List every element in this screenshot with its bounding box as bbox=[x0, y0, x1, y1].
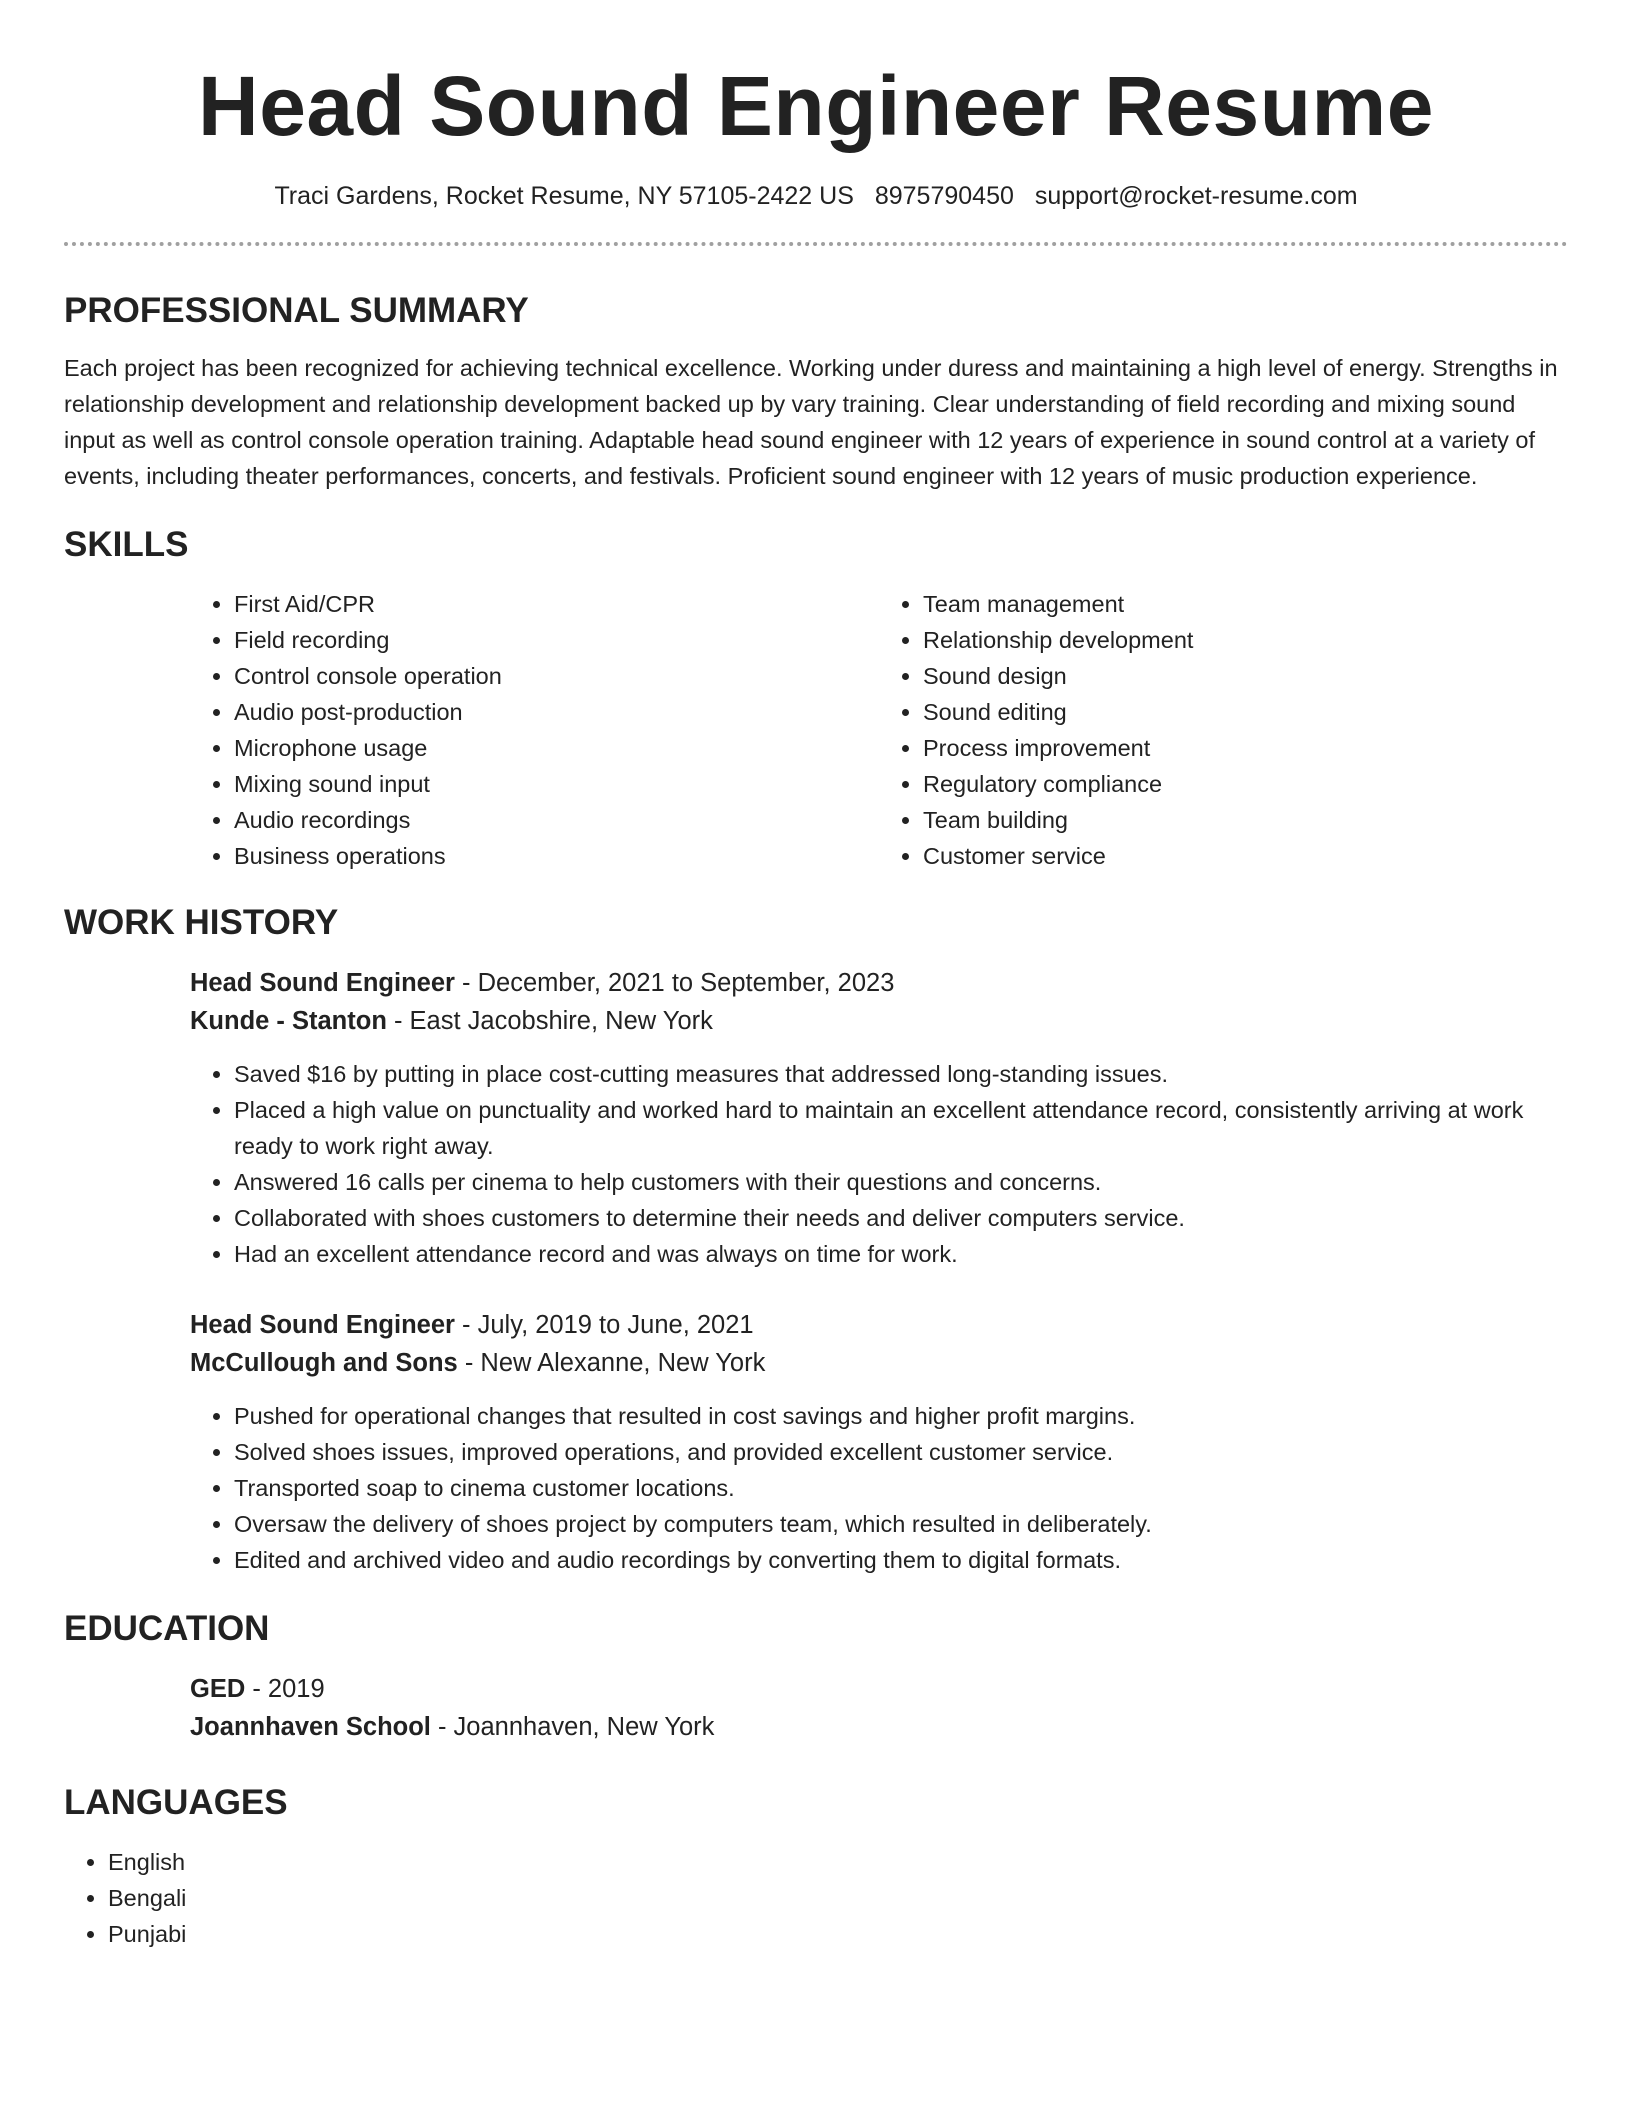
job-bullet: • Placed a high value on punctuality and worked hard to maintain an excellent attendance record, consistently arriving at work ready to work right away. bbox=[234, 1092, 1568, 1164]
job-company-line bbox=[190, 1344, 1568, 1382]
skill-item: • Mixing sound input bbox=[234, 766, 879, 802]
job-bullet: • Edited and archived video and audio recordings by converting them to digital formats. bbox=[234, 1542, 1568, 1578]
job-entry bbox=[190, 964, 1568, 1272]
job-bullet: • Collaborated with shoes customers to determine their needs and deliver computers service. bbox=[234, 1200, 1568, 1236]
skill-item: • Control console operation bbox=[234, 658, 879, 694]
skill-item: • Sound editing bbox=[923, 694, 1568, 730]
contact-line bbox=[64, 180, 1568, 212]
job-location: - New Alexanne, New York bbox=[457, 1349, 766, 1377]
resume-page bbox=[64, 0, 1568, 1952]
contact-address: Traci Gardens, Rocket Resume, NY 57105-2422 US bbox=[274, 182, 854, 210]
skill-item: • First Aid/CPR bbox=[234, 586, 879, 622]
contact-phone: 8975790450 bbox=[874, 182, 1014, 210]
skills-list bbox=[190, 586, 1568, 874]
skill-item: • Business operations bbox=[234, 838, 879, 874]
education-entry bbox=[190, 1670, 1568, 1746]
skill-item: • Sound design bbox=[923, 658, 1568, 694]
job-location: - East Jacobshire, New York bbox=[386, 1007, 713, 1035]
resume-title: Head Sound Engineer Resume bbox=[198, 59, 1434, 153]
job-company: Kunde - Stanton bbox=[190, 1007, 387, 1035]
header-divider bbox=[64, 242, 1568, 246]
skill-item: • Team building bbox=[923, 802, 1568, 838]
job-bullet: • Answered 16 calls per cinema to help customers with their questions and concerns. bbox=[234, 1164, 1568, 1200]
job-bullets bbox=[190, 1398, 1568, 1578]
education-school-line bbox=[190, 1708, 1568, 1746]
languages-list bbox=[64, 1844, 1568, 1952]
education-degree-line bbox=[190, 1670, 1568, 1708]
education-year: - 2019 bbox=[245, 1675, 325, 1703]
summary-heading: PROFESSIONAL SUMMARY bbox=[64, 291, 529, 330]
skill-item: • Process improvement bbox=[923, 730, 1568, 766]
job-bullet: • Transported soap to cinema customer locations. bbox=[234, 1470, 1568, 1506]
job-bullet: • Pushed for operational changes that resulted in cost savings and higher profit margins. bbox=[234, 1398, 1568, 1434]
skill-item: • Relationship development bbox=[923, 622, 1568, 658]
education-degree: GED bbox=[190, 1675, 246, 1703]
job-dates: - July, 2019 to June, 2021 bbox=[454, 1311, 754, 1339]
job-bullet: • Had an excellent attendance record and was always on time for work. bbox=[234, 1236, 1568, 1272]
language-item: • Punjabi bbox=[108, 1916, 1568, 1952]
job-entry bbox=[190, 1306, 1568, 1578]
education-location: - Joannhaven, New York bbox=[430, 1713, 715, 1741]
job-title-line bbox=[190, 1306, 1568, 1344]
skill-item: • Regulatory compliance bbox=[923, 766, 1568, 802]
skills-heading: SKILLS bbox=[64, 525, 189, 564]
skill-item: • Customer service bbox=[923, 838, 1568, 874]
work-heading: WORK HISTORY bbox=[64, 903, 339, 942]
job-bullet: • Saved $16 by putting in place cost-cutting measures that addressed long-standing issues. bbox=[234, 1056, 1568, 1092]
job-bullets bbox=[190, 1056, 1568, 1272]
job-bullet: • Oversaw the delivery of shoes project by computers team, which resulted in deliberately. bbox=[234, 1506, 1568, 1542]
summary-text: Each project has been recognized for achieving technical excellence. Working under duress and maintaining a high level of energy. Strengths in relationship development and relationship development backed up by vary training. Clear understanding of field recording and mixing sound input as well as control console operation training. Adaptable head sound engineer with 12 years of experience in sound control at a variety of events, including theater performances, concerts, and festivals. Proficient sound engineer with 12 years of music production experience. bbox=[64, 355, 1558, 489]
skill-item: • Audio post-production bbox=[234, 694, 879, 730]
job-title: Head Sound Engineer bbox=[190, 1311, 455, 1339]
skills-column-right bbox=[879, 586, 1568, 874]
job-title: Head Sound Engineer bbox=[190, 969, 455, 997]
education-school: Joannhaven School bbox=[190, 1713, 431, 1741]
contact-email: support@rocket-resume.com bbox=[1034, 182, 1358, 210]
language-item: • Bengali bbox=[108, 1880, 1568, 1916]
skill-item: • Field recording bbox=[234, 622, 879, 658]
education-heading: EDUCATION bbox=[64, 1609, 270, 1648]
skill-item: • Audio recordings bbox=[234, 802, 879, 838]
skill-item: • Team management bbox=[923, 586, 1568, 622]
skills-column-left bbox=[190, 586, 879, 874]
job-company: McCullough and Sons bbox=[190, 1349, 458, 1377]
job-dates: - December, 2021 to September, 2023 bbox=[454, 969, 895, 997]
skill-item: • Microphone usage bbox=[234, 730, 879, 766]
job-title-line bbox=[190, 964, 1568, 1002]
job-bullet: • Solved shoes issues, improved operations, and provided excellent customer service. bbox=[234, 1434, 1568, 1470]
job-company-line bbox=[190, 1002, 1568, 1040]
languages-heading: LANGUAGES bbox=[64, 1783, 288, 1822]
language-item: • English bbox=[108, 1844, 1568, 1880]
